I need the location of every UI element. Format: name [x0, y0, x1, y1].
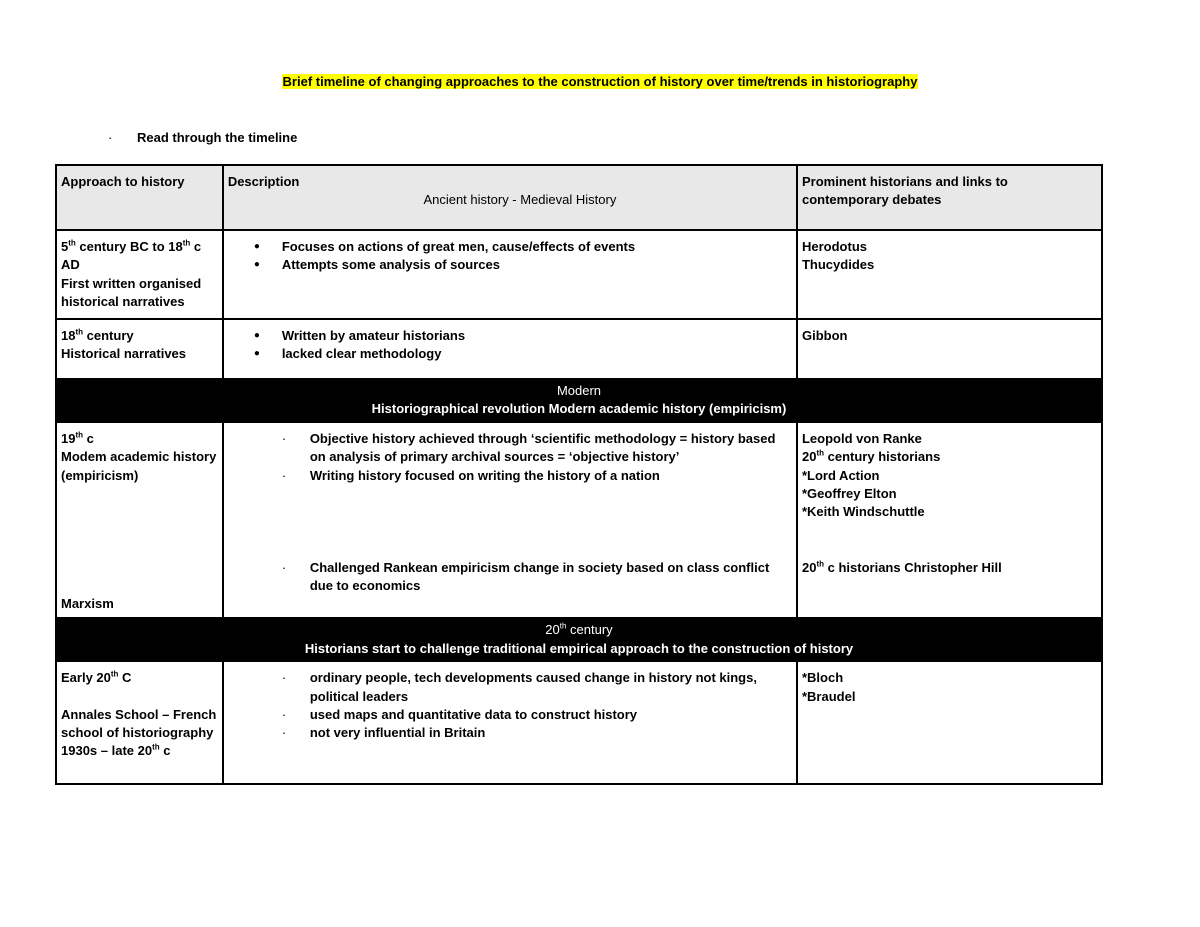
approach-marxism: Marxism [61, 596, 114, 612]
section-cell [56, 618, 1102, 661]
section-title: 20th century [545, 622, 613, 638]
section-row-20th-century [56, 618, 1102, 661]
description-cell [223, 661, 797, 784]
header-description: Description Ancient history - Medieval History [223, 165, 797, 230]
bullet-dot: · [108, 130, 113, 145]
historians-cell: Gibbon [797, 319, 1102, 379]
approach-cell: 18th century Historical narratives [56, 319, 223, 379]
approach-cell: 19th c Modem academic history (empiricism) Marxism [56, 422, 223, 619]
section-cell [56, 379, 1102, 422]
list-item: · Objective history achieved through ‘scientific methodology = history based on analysis of primary archival sources = ‘objective history’ [228, 430, 792, 467]
header-description-sub: Ancient history - Medieval History [423, 192, 617, 208]
list-item: ● Written by amateur historians [228, 327, 792, 345]
historians-cell: *Bloch *Braudel [797, 661, 1102, 784]
intro-text: Read through the timeline [137, 130, 298, 145]
table-row [56, 319, 1102, 379]
table-row [56, 230, 1102, 319]
description-cell [223, 319, 797, 379]
approach-cell: Early 20th C Annales School – French school of historiography 1930s – late 20th c [56, 661, 223, 784]
historians-cell: Leopold von Ranke 20th century historians *Lord Action *Geoffrey Elton *Keith Windschuttle 20th c historians Christopher Hill [797, 422, 1102, 619]
section-title: Modern [556, 383, 602, 398]
list-item: · used maps and quantitative data to construct history [228, 706, 792, 724]
approach-cell: 5th century BC to 18th c AD First written organised historical narratives [56, 230, 223, 319]
list-item: · Challenged Rankean empiricism change in society based on class conflict due to economics [228, 559, 792, 596]
timeline-table [55, 164, 1103, 785]
list-item: ● Focuses on actions of great men, cause/effects of events [228, 238, 792, 256]
historians-cell: Herodotus Thucydides [797, 230, 1102, 319]
table-row [56, 422, 1102, 619]
description-cell [223, 230, 797, 319]
list-item: · ordinary people, tech developments caused change in history not kings, political leaders [228, 669, 792, 706]
list-item: · Writing history focused on writing the history of a nation [228, 467, 792, 485]
section-row-modern [56, 379, 1102, 422]
header-approach: Approach to history [56, 165, 223, 230]
list-item: ● lacked clear methodology [228, 345, 792, 363]
list-item: ● Attempts some analysis of sources [228, 256, 792, 274]
header-historians: Prominent historians and links to contemporary debates [797, 165, 1102, 230]
table-row [56, 661, 1102, 784]
section-subtitle: Historians start to challenge traditional empirical approach to the construction of history [304, 640, 854, 656]
description-cell [223, 422, 797, 619]
document-title: Brief timeline of changing approaches to the construction of history over time/trends in historiography [282, 74, 918, 89]
section-subtitle: Historiographical revolution Modern academic history (empiricism) [371, 401, 787, 417]
list-item: · not very influential in Britain [228, 724, 792, 742]
table-header-row [56, 165, 1102, 230]
intro-instruction [108, 129, 297, 147]
